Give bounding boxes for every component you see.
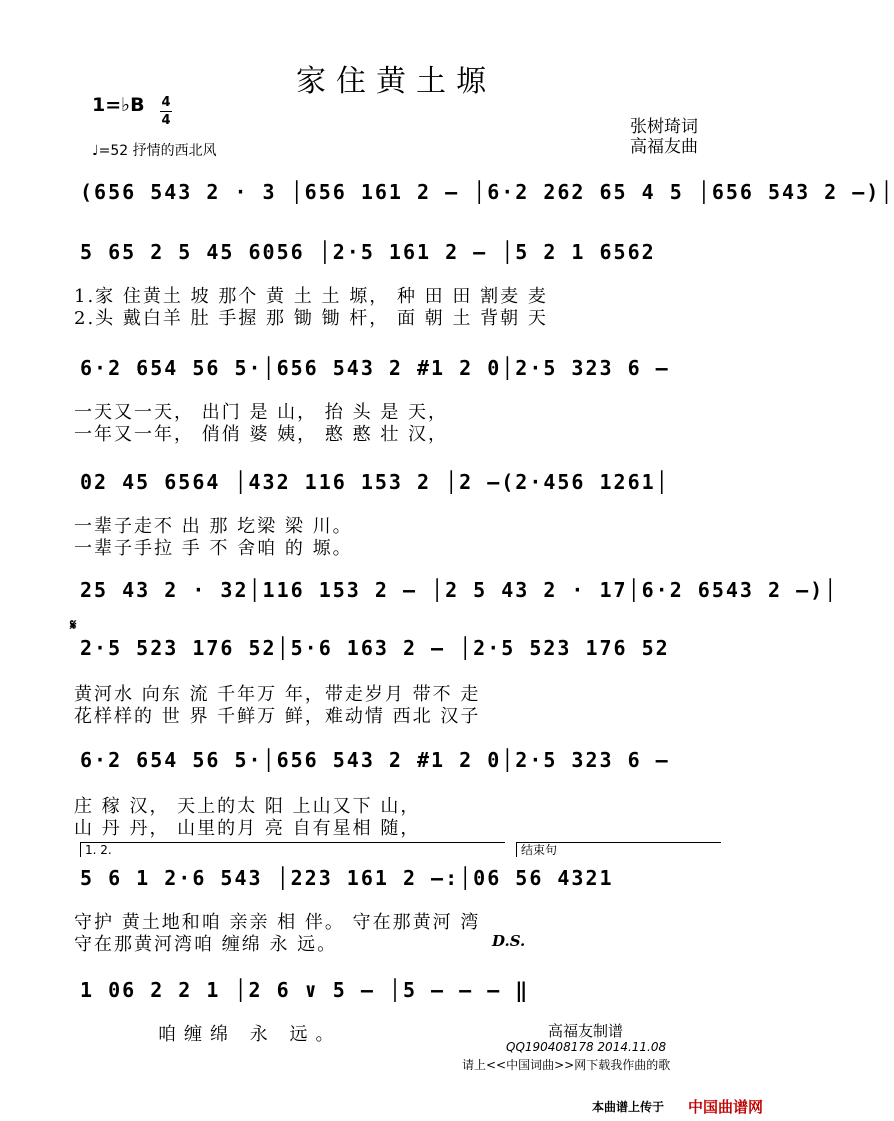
notation-line-4: 02 45 6564 │432 116 153 2 │2 –(2·456 1261│ (80, 470, 670, 494)
page-title: 家住黄土塬 (296, 64, 496, 99)
key-signature: 1=♭B (92, 94, 145, 116)
lyricist-credit: 张树琦词 (630, 117, 698, 137)
score-maker: 高福友制谱 (548, 1022, 624, 1040)
lyric-line-2-verse-1: 1.家 住黄土 坡 那个 黄 土 土 塬， 种 田 田 割麦 麦 (74, 286, 548, 307)
tempo-marking: ♩=52 抒情的西北风 (92, 143, 217, 159)
ending-bracket: 结束句 (516, 842, 721, 857)
segno-sign: 𝄋 (70, 616, 77, 634)
notation-line-1: (656 543 2 · 3 │656 161 2 – │6·2 262 65 4 5 │656 543 2 –)│ (80, 180, 894, 204)
lyric-line-8-verse-1: 守护 黄土地和咱 亲亲 相 伴。 守在那黄河 湾 (74, 912, 481, 933)
lyric-line-2-verse-2: 2.头 戴白羊 肚 手握 那 锄 锄 杆， 面 朝 土 背朝 天 (74, 308, 548, 329)
site-logo[interactable]: 中国曲谱网 (688, 1098, 764, 1116)
lyric-line-9: 咱缠绵 永 远。 (158, 1024, 342, 1045)
time-signature-bottom: 4 (161, 113, 171, 128)
notation-line-3: 6·2 654 56 5·│656 543 2 #1 2 0│2·5 323 6 – (80, 356, 670, 380)
notation-line-6: 2·5 523 176 52│5·6 163 2 – │2·5 523 176 52 (80, 636, 670, 660)
time-signature-top: 4 (161, 95, 171, 110)
upload-label: 本曲谱上传于 (592, 1100, 665, 1114)
qq-and-date: QQ190408178 2014.11.08 (506, 1040, 667, 1054)
notation-line-9: 1 06 2 2 1 │2 6 ∨ 5 – │5 – – – ‖ (80, 978, 530, 1002)
lyric-line-7-verse-1: 庄 稼 汉， 天上的太 阳 上山又下 山， (74, 796, 421, 817)
lyric-line-3-verse-2: 一年又一年， 俏俏 婆 姨， 憨 憨 壮 汉， (74, 424, 449, 445)
lyric-line-3-verse-1: 一天又一天， 出门 是 山， 抬 头 是 天， (74, 402, 449, 423)
notation-line-5: 25 43 2 · 32│116 153 2 – │2 5 43 2 · 17│6·2 6543 2 –)│ (80, 578, 839, 602)
lyric-line-7-verse-2: 山 丹 丹， 山里的月 亮 自有星相 随， (74, 818, 421, 839)
lyric-line-6-verse-2: 花样样的 世 界 千鲜万 鲜，难动情 西北 汉子 (74, 706, 481, 727)
download-note: 请上<<中国词曲>>网下载我作曲的歌 (462, 1058, 671, 1072)
dal-segno-marking: D.S. (492, 932, 526, 950)
volta-bracket: 1. 2. (80, 842, 505, 857)
lyric-line-6-verse-1: 黄河水 向东 流 千年万 年，带走岁月 带不 走 (74, 684, 481, 705)
lyric-line-8-verse-2: 守在那黄河湾咱 缠绵 永 远。 (74, 934, 338, 955)
lyric-line-4-verse-2: 一辈子手拉 手 不 舍咱 的 塬。 (74, 538, 353, 559)
lyric-line-4-verse-1: 一辈子走不 出 那 圪梁 梁 川。 (74, 516, 353, 537)
time-signature (160, 95, 172, 128)
notation-line-2: 5 65 2 5 45 6056 │2·5 161 2 – │5 2 1 6562 (80, 240, 656, 264)
notation-line-7: 6·2 654 56 5·│656 543 2 #1 2 0│2·5 323 6 – (80, 748, 670, 772)
composer-credit: 高福友曲 (630, 137, 698, 157)
notation-line-8: 5 6 1 2·6 543 │223 161 2 –:│06 56 4321 (80, 866, 614, 890)
time-signature-divider (160, 111, 172, 112)
